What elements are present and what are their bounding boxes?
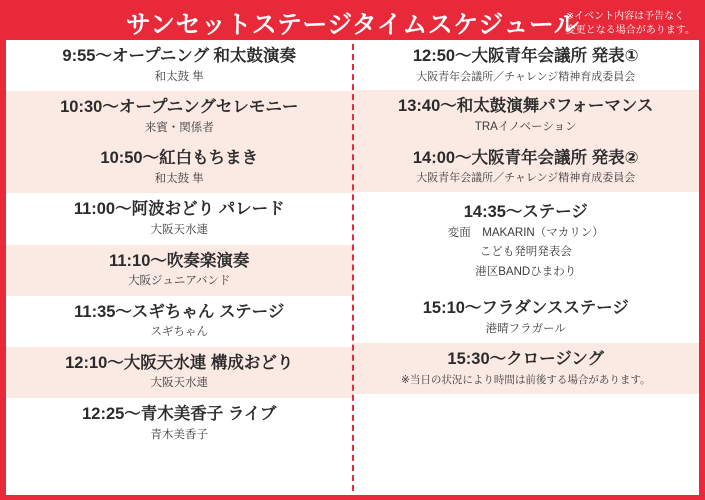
schedule-time: 11:00〜阿波おどり パレード — [73, 200, 285, 219]
schedule-time: 12:25〜青木美香子 ライブ — [82, 404, 277, 423]
schedule-time: 13:40〜和太鼓演舞パフォーマンス — [398, 97, 654, 116]
schedule-row — [6, 296, 353, 347]
column-divider — [352, 44, 354, 491]
schedule-performer-extra: 港区BANDひまわり — [475, 265, 577, 278]
schedule-performer: 大阪天水連 — [150, 377, 208, 390]
schedule-footnote: ※当日の状況により時間は前後する場合があります。 — [401, 374, 651, 387]
schedule-time: 15:30〜クロージング — [447, 350, 605, 369]
header-note-line-1: ※イベント内容は予告なく — [565, 11, 685, 22]
schedule-performer: 大阪ジュニアバンド — [128, 275, 231, 288]
schedule-row — [353, 292, 700, 343]
schedule-time: 9:55〜オープニング 和太鼓演奏 — [62, 47, 297, 65]
schedule-time: 15:10〜フラダンスステージ — [422, 299, 629, 318]
column-filler-left — [6, 449, 353, 495]
schedule-performer: 大阪青年会議所／チャレンジ精神育成委員会 — [416, 172, 636, 185]
schedule-row — [6, 193, 353, 244]
schedule-row — [6, 245, 353, 296]
schedule-time: 14:00〜大阪青年会議所 発表② — [412, 148, 639, 167]
column-filler-right — [353, 394, 700, 495]
schedule-performer: 港晴フラガール — [485, 322, 566, 335]
schedule-time: 12:10〜大阪天水連 構成おどり — [65, 353, 294, 372]
schedule-row — [6, 398, 353, 449]
schedule-row — [6, 142, 353, 193]
schedule-row — [353, 192, 700, 292]
schedule-performer: 変面 MAKARIN（マカリン） — [447, 226, 604, 239]
schedule-column-right — [353, 40, 700, 495]
schedule-row — [6, 347, 353, 398]
schedule-performer: スギちゃん — [150, 326, 208, 339]
schedule-row — [353, 142, 700, 192]
page-title: サンセットステージタイムスケジュール — [125, 11, 580, 39]
schedule-row — [353, 343, 700, 393]
schedule-row — [6, 91, 353, 142]
schedule-time: 10:30〜オープニングセレモニー — [60, 98, 299, 117]
schedule-time: 14:35〜ステージ — [463, 203, 588, 222]
schedule-performer: 和太鼓 隼 — [154, 70, 204, 83]
schedule-column-left — [6, 40, 353, 495]
schedule-performer: TRAイノベーション — [474, 121, 577, 134]
schedule-performer: 大阪青年会議所／チャレンジ精神育成委員会 — [416, 70, 636, 83]
schedule-row — [6, 40, 353, 91]
schedule-performer: 和太鼓 隼 — [154, 172, 204, 185]
schedule-time: 10:50〜紅白もちまき — [100, 149, 259, 168]
schedule-performer: 来賓・関係者 — [144, 121, 214, 134]
schedule-performer: 大阪天水連 — [150, 224, 208, 237]
schedule-time: 11:35〜スギちゃん ステージ — [74, 302, 285, 321]
schedule-performer: 青木美香子 — [150, 428, 208, 441]
schedule-row — [353, 40, 700, 90]
poster-header — [6, 6, 699, 40]
schedule-board — [6, 40, 699, 495]
header-note — [566, 10, 695, 37]
header-note-line-2: 変更となる場合があります。 — [565, 24, 695, 36]
schedule-time: 12:50〜大阪青年会議所 発表① — [412, 47, 639, 65]
schedule-performer-extra: こども発明発表会 — [479, 246, 572, 259]
schedule-time: 11:10〜吹奏楽演奏 — [109, 251, 250, 270]
schedule-row — [353, 90, 700, 141]
